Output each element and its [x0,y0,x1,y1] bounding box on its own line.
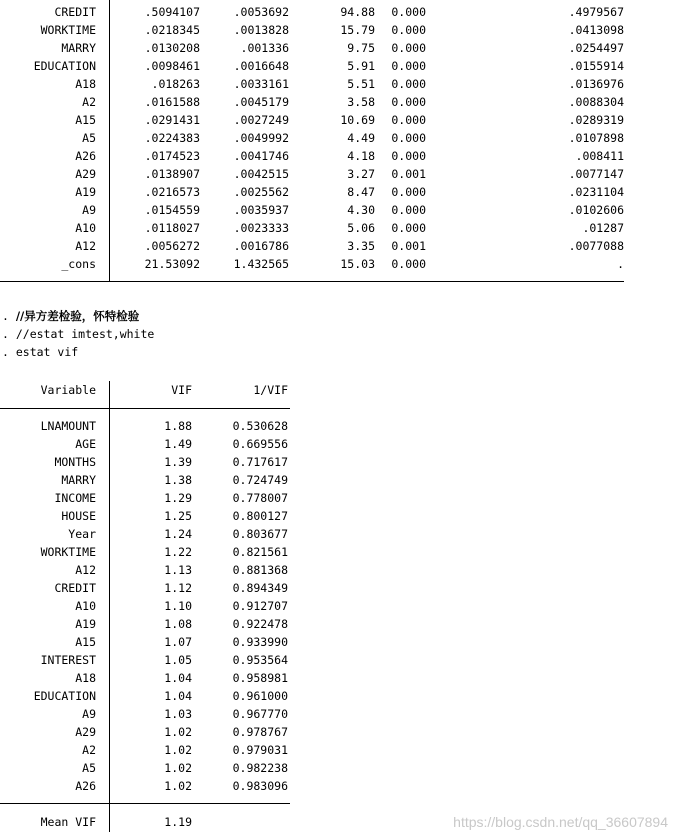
command-text: //estat imtest,white [15,327,155,341]
coefficient-cell: .0174523 [144,149,200,163]
variable-name: A10 [75,599,96,613]
mean-vif-value: 1.19 [164,815,192,829]
variable-name: CREDIT [54,5,96,19]
vif-cell: 1.02 [164,743,192,757]
vif-cell: 1.39 [164,455,192,469]
vif-mean-rule [0,803,290,804]
variable-name: A29 [75,167,96,181]
inverse-vif-cell: 0.821561 [232,545,288,559]
conf-interval-cell: .0077088 [568,239,624,253]
variable-name: MONTHS [54,455,96,469]
p-value-cell: 0.000 [391,23,426,37]
std-error-cell: .0041746 [233,149,289,163]
variable-name: MARRY [61,41,96,55]
conf-interval-cell: .0102606 [568,203,624,217]
vif-cell: 1.05 [164,653,192,667]
t-stat-cell: 9.75 [347,41,375,55]
coefficient-cell: .0118027 [144,221,200,235]
p-value-cell: 0.000 [391,113,426,127]
std-error-cell: .0049992 [233,131,289,145]
t-stat-cell: 4.49 [347,131,375,145]
vif-cell: 1.13 [164,563,192,577]
p-value-cell: 0.001 [391,167,426,181]
coefficient-cell: .0098461 [144,59,200,73]
variable-name: A15 [75,113,96,127]
variable-name: A9 [82,707,96,721]
std-error-cell: .0016648 [233,59,289,73]
vif-table-divider [109,381,110,832]
inverse-vif-cell: 0.912707 [232,599,288,613]
vif-cell: 1.08 [164,617,192,631]
coefficient-cell: .0216573 [144,185,200,199]
variable-name: A2 [82,95,96,109]
coefficient-cell: .018263 [151,77,200,91]
coefficient-cell: .0218345 [144,23,200,37]
inverse-vif-cell: 0.800127 [232,509,288,523]
command-line [2,343,78,361]
t-stat-cell: 5.91 [347,59,375,73]
conf-interval-cell: .0413098 [568,23,624,37]
watermark-text: https://blog.csdn.net/qq_36607894 [453,814,668,830]
std-error-cell: .0013828 [233,23,289,37]
std-error-cell: .001336 [240,41,289,55]
vif-cell: 1.02 [164,779,192,793]
variable-name: A15 [75,635,96,649]
regression-table-divider [109,0,110,281]
variable-name: A5 [82,131,96,145]
variable-name: A10 [75,221,96,235]
conf-interval-cell: .01287 [582,221,624,235]
inverse-vif-cell: 0.717617 [232,455,288,469]
std-error-cell: .0035937 [233,203,289,217]
p-value-cell: 0.000 [391,149,426,163]
t-stat-cell: 8.47 [347,185,375,199]
std-error-cell: .0023333 [233,221,289,235]
variable-name: Year [68,527,96,541]
variable-name: A26 [75,779,96,793]
vif-cell: 1.12 [164,581,192,595]
std-error-cell: .0033161 [233,77,289,91]
vif-cell: 1.49 [164,437,192,451]
t-stat-cell: 15.79 [340,23,375,37]
p-value-cell: 0.000 [391,257,426,271]
vif-cell: 1.07 [164,635,192,649]
conf-interval-cell: .0136976 [568,77,624,91]
column-header-inverse-vif: 1/VIF [253,383,288,397]
mean-vif-label: Mean VIF [40,815,96,829]
variable-name: CREDIT [54,581,96,595]
regression-table-bottom-rule [0,281,624,282]
t-stat-cell: 5.06 [347,221,375,235]
variable-name: LNAMOUNT [40,419,96,433]
conf-interval-cell: .0088304 [568,95,624,109]
variable-name: _cons [61,257,96,271]
t-stat-cell: 3.58 [347,95,375,109]
std-error-cell: .0042515 [233,167,289,181]
command-prompt: . [2,309,16,323]
variable-name: AGE [75,437,96,451]
variable-name: EDUCATION [33,689,96,703]
inverse-vif-cell: 0.967770 [232,707,288,721]
conf-interval-cell: .0289319 [568,113,624,127]
coefficient-cell: 21.53092 [144,257,200,271]
inverse-vif-cell: 0.669556 [232,437,288,451]
inverse-vif-cell: 0.778007 [232,491,288,505]
inverse-vif-cell: 0.958981 [232,671,288,685]
t-stat-cell: 10.69 [340,113,375,127]
inverse-vif-cell: 0.982238 [232,761,288,775]
variable-name: HOUSE [61,509,96,523]
vif-cell: 1.25 [164,509,192,523]
p-value-cell: 0.000 [391,77,426,91]
inverse-vif-cell: 0.530628 [232,419,288,433]
variable-name: A9 [82,203,96,217]
inverse-vif-cell: 0.961000 [232,689,288,703]
command-prompt: . [2,345,16,359]
variable-name: A2 [82,743,96,757]
p-value-cell: 0.000 [391,221,426,235]
inverse-vif-cell: 0.979031 [232,743,288,757]
conf-interval-cell: .4979567 [568,5,624,19]
coefficient-cell: .0291431 [144,113,200,127]
coefficient-cell: .0056272 [144,239,200,253]
p-value-cell: 0.000 [391,41,426,55]
variable-name: WORKTIME [40,545,96,559]
p-value-cell: 0.000 [391,5,426,19]
variable-name: A26 [75,149,96,163]
inverse-vif-cell: 0.922478 [232,617,288,631]
p-value-cell: 0.001 [391,239,426,253]
std-error-cell: .0016786 [233,239,289,253]
vif-cell: 1.02 [164,725,192,739]
command-text: estat vif [15,345,79,359]
inverse-vif-cell: 0.894349 [232,581,288,595]
inverse-vif-cell: 0.724749 [232,473,288,487]
variable-name: A19 [75,185,96,199]
command-prompt: . [2,327,16,341]
std-error-cell: .0027249 [233,113,289,127]
conf-interval-cell: .0107898 [568,131,624,145]
p-value-cell: 0.000 [391,131,426,145]
inverse-vif-cell: 0.983096 [232,779,288,793]
variable-name: A12 [75,239,96,253]
conf-interval-cell: . [617,257,624,271]
variable-name: INTEREST [40,653,96,667]
variable-name: A12 [75,563,96,577]
std-error-cell: 1.432565 [233,257,289,271]
conf-interval-cell: .0254497 [568,41,624,55]
std-error-cell: .0025562 [233,185,289,199]
vif-cell: 1.24 [164,527,192,541]
vif-cell: 1.29 [164,491,192,505]
inverse-vif-cell: 0.978767 [232,725,288,739]
vif-cell: 1.10 [164,599,192,613]
vif-cell: 1.04 [164,689,192,703]
inverse-vif-cell: 0.803677 [232,527,288,541]
vif-cell: 1.04 [164,671,192,685]
command-line [2,307,139,325]
p-value-cell: 0.000 [391,95,426,109]
command-text: //异方差检验，怀特检验 [15,309,140,323]
t-stat-cell: 3.35 [347,239,375,253]
vif-cell: 1.03 [164,707,192,721]
std-error-cell: .0053692 [233,5,289,19]
vif-header-rule [0,408,290,409]
vif-cell: 1.22 [164,545,192,559]
inverse-vif-cell: 0.933990 [232,635,288,649]
t-stat-cell: 3.27 [347,167,375,181]
vif-cell: 1.88 [164,419,192,433]
conf-interval-cell: .008411 [575,149,624,163]
variable-name: MARRY [61,473,96,487]
vif-cell: 1.38 [164,473,192,487]
t-stat-cell: 4.30 [347,203,375,217]
coefficient-cell: .0154559 [144,203,200,217]
variable-name: A5 [82,761,96,775]
column-header-vif: VIF [171,383,192,397]
p-value-cell: 0.000 [391,59,426,73]
t-stat-cell: 15.03 [340,257,375,271]
column-header-variable: Variable [40,383,96,397]
p-value-cell: 0.000 [391,185,426,199]
p-value-cell: 0.000 [391,203,426,217]
vif-cell: 1.02 [164,761,192,775]
command-line [2,325,154,343]
coefficient-cell: .5094107 [144,5,200,19]
conf-interval-cell: .0077147 [568,167,624,181]
variable-name: INCOME [54,491,96,505]
std-error-cell: .0045179 [233,95,289,109]
coefficient-cell: .0130208 [144,41,200,55]
variable-name: EDUCATION [33,59,96,73]
coefficient-cell: .0138907 [144,167,200,181]
variable-name: A18 [75,77,96,91]
variable-name: A18 [75,671,96,685]
coefficient-cell: .0224383 [144,131,200,145]
inverse-vif-cell: 0.881368 [232,563,288,577]
t-stat-cell: 94.88 [340,5,375,19]
inverse-vif-cell: 0.953564 [232,653,288,667]
variable-name: A29 [75,725,96,739]
variable-name: WORKTIME [40,23,96,37]
conf-interval-cell: .0155914 [568,59,624,73]
t-stat-cell: 5.51 [347,77,375,91]
t-stat-cell: 4.18 [347,149,375,163]
coefficient-cell: .0161588 [144,95,200,109]
variable-name: A19 [75,617,96,631]
conf-interval-cell: .0231104 [568,185,624,199]
